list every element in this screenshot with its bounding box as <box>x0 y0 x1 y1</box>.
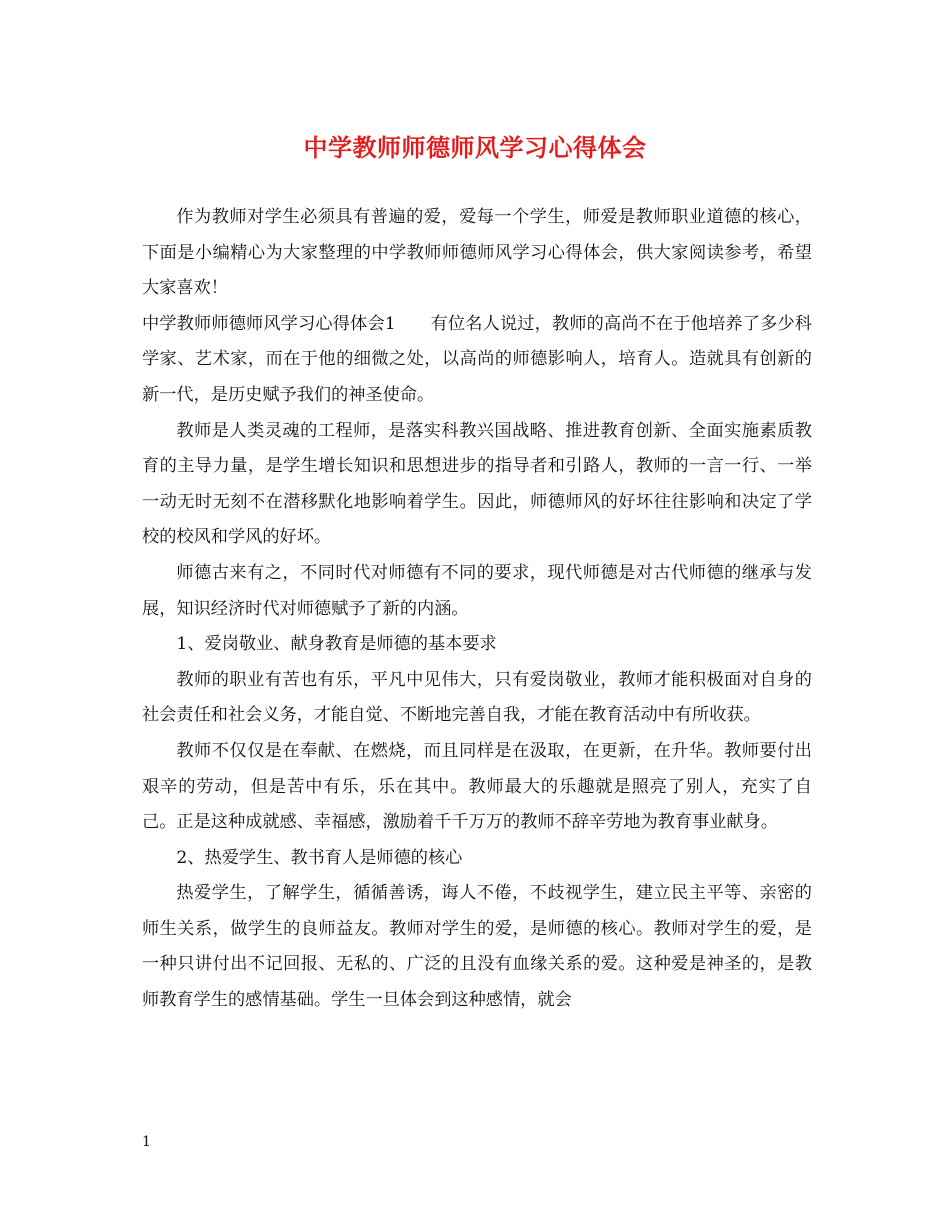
paragraph: 热爱学生，了解学生，循循善诱，诲人不倦，不歧视学生，建立民主平等、亲密的师生关系，做学生的良师益友。教师对学生的爱，是师德的核心。教师对学生的爱，是一种只讲付出不记回报、无私的、广泛的且没有血缘关系的爱。这种爱是神圣的，是教师教育学生的感情基础。学生一旦体会到这种感情，就会 <box>142 883 812 1011</box>
document-title: 中学教师师德师风学习心得体会 <box>303 133 647 162</box>
paragraph: 师德古来有之，不同时代对师德有不同的要求，现代师德是对古代师德的继承与发展，知识经济时代对师德赋予了新的内涵。 <box>142 562 812 619</box>
paragraph: 教师不仅仅是在奉献、在燃烧，而且同样是在汲取，在更新，在升华。教师要付出艰辛的劳动，但是苦中有乐，乐在其中。教师最大的乐趣就是照亮了别人，充实了自己。正是这种成就感、幸福感，激励着千千万万的教师不辞辛劳地为教育事业献身。 <box>142 740 812 833</box>
paragraph: 教师是人类灵魂的工程师，是落实科教兴国战略、推进教育创新、全面实施素质教育的主导力量，是学生增长知识和思想进步的指导者和引路人，教师的一言一行、一举一动无时无刻不在潜移默化地影响着学生。因此，师德师风的好坏往往影响和决定了学校的校风和学风的好坏。 <box>142 420 812 548</box>
section-heading: 2、热爱学生、教书育人是师德的核心 <box>176 847 463 868</box>
page-number: 1 <box>142 1134 151 1150</box>
paragraph: 中学教师师德师风学习心得体会1 有位名人说过，教师的高尚不在于他培养了多少科学家、艺术家，而在于他的细微之处，以高尚的师德影响人，培育人。造就具有创新的新一代，是历史赋予我们的神圣使命。 <box>142 313 812 405</box>
section-heading: 1、爱岗敬业、献身教育是师德的基本要求 <box>176 634 497 655</box>
document-body <box>142 200 812 1019</box>
paragraph: 教师的职业有苦也有乐，平凡中见伟大，只有爱岗敬业，教师才能积极面对自身的社会责任和社会义务，才能自觉、不断地完善自我，才能在教育活动中有所收获。 <box>142 669 812 726</box>
paragraph: 作为教师对学生必须具有普遍的爱，爱每一个学生，师爱是教师职业道德的核心，下面是小编精心为大家整理的中学教师师德师风学习心得体会，供大家阅读参考，希望大家喜欢！ <box>142 207 812 299</box>
